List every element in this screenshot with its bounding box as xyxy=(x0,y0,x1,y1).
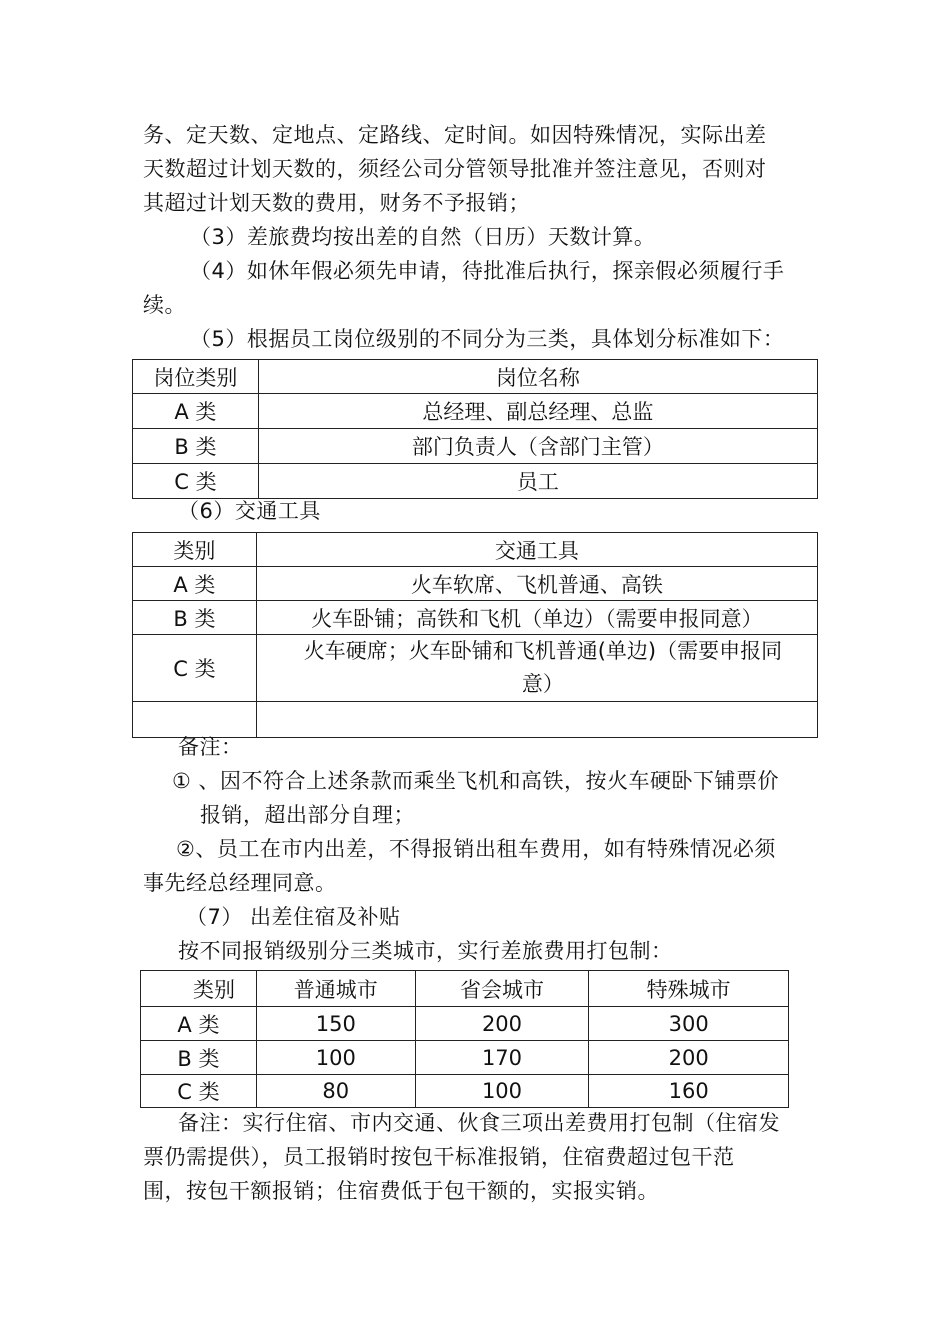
table-cell: 160 xyxy=(589,1075,789,1108)
paragraph-line: 票仍需提供），员工报销时按包干标准报销，住宿费超过包干范 xyxy=(143,1145,735,1169)
paragraph-line: （4）如休年假必须先申请，待批准后执行，探亲假必须履行手 xyxy=(190,259,785,283)
table-cell: B 类 xyxy=(141,1041,257,1075)
paragraph-line: 备注：实行住宿、市内交通、伙食三项出差费用打包制（住宿发 xyxy=(178,1111,780,1135)
table-cell: 部门负责人（含部门主管） xyxy=(258,429,817,464)
table-header: 岗位名称 xyxy=(258,360,817,394)
table-cell: 100 xyxy=(415,1075,589,1108)
table-cell: B 类 xyxy=(133,601,257,635)
paragraph-line: 围，按包干额报销；住宿费低于包干额的，实报实销。 xyxy=(143,1179,659,1203)
table-cell: A 类 xyxy=(133,567,257,601)
paragraph-line: 务、定天数、定地点、定路线、定时间。如因特殊情况，实际出差 xyxy=(143,123,767,147)
table-cell: 200 xyxy=(415,1007,589,1041)
paragraph-line: （3）差旅费均按出差的自然（日历）天数计算。 xyxy=(190,225,656,249)
table-cell: 170 xyxy=(415,1041,589,1075)
table-cell: 150 xyxy=(256,1007,415,1041)
table-cell: 总经理、副总经理、总监 xyxy=(258,394,817,429)
table-cell: 100 xyxy=(256,1041,415,1075)
table-cell: 火车软席、飞机普通、高铁 xyxy=(256,567,817,601)
table-cell: 300 xyxy=(589,1007,789,1041)
table-header: 交通工具 xyxy=(256,533,817,567)
table-cell: 80 xyxy=(256,1075,415,1108)
table-header: 普通城市 xyxy=(256,971,415,1007)
table-cell: 200 xyxy=(589,1041,789,1075)
paragraph-line: 其超过计划天数的费用，财务不予报销； xyxy=(143,191,530,215)
lodging-table xyxy=(140,970,789,1108)
paragraph-line: 按不同报销级别分三类城市，实行差旅费用打包制： xyxy=(178,939,673,963)
remark-item: ① 、因不符合上述条款而乘坐飞机和高铁，按火车硬卧下铺票价 xyxy=(172,769,779,793)
table-cell: C 类 xyxy=(133,464,259,499)
table-cell: 火车硬席；火车卧铺和飞机普通(单边)（需要申报同意） xyxy=(256,635,817,702)
remark-item: 事先经总经理同意。 xyxy=(143,871,337,895)
table-cell: A 类 xyxy=(133,394,259,429)
table-header: 岗位类别 xyxy=(133,360,259,394)
paragraph-line: （5）根据员工岗位级别的不同分为三类，具体划分标准如下： xyxy=(190,327,785,351)
remarks-title: 备注： xyxy=(178,735,243,759)
paragraph-line: 续。 xyxy=(143,293,186,317)
table-cell: B 类 xyxy=(133,429,259,464)
remark-item: ②、员工在市内出差，不得报销出租车费用，如有特殊情况必须 xyxy=(176,837,776,861)
remark-item: 报销，超出部分自理； xyxy=(200,803,415,827)
table-cell: 员工 xyxy=(258,464,817,499)
table-header: 特殊城市 xyxy=(589,971,789,1007)
section-heading: （7） 出差住宿及补贴 xyxy=(186,905,401,929)
table-cell: C 类 xyxy=(133,635,257,702)
table-cell: C 类 xyxy=(141,1075,257,1108)
table-header: 省会城市 xyxy=(415,971,589,1007)
transport-table xyxy=(132,532,818,738)
position-table xyxy=(132,359,818,499)
paragraph-line: 天数超过计划天数的，须经公司分管领导批准并签注意见，否则对 xyxy=(143,157,767,181)
section-heading: （6）交通工具 xyxy=(178,499,321,523)
table-header: 类别 xyxy=(141,971,257,1007)
table-header: 类别 xyxy=(133,533,257,567)
table-cell: 火车卧铺；高铁和飞机（单边）（需要申报同意） xyxy=(256,601,817,635)
table-cell: A 类 xyxy=(141,1007,257,1041)
table-cell xyxy=(256,702,817,738)
